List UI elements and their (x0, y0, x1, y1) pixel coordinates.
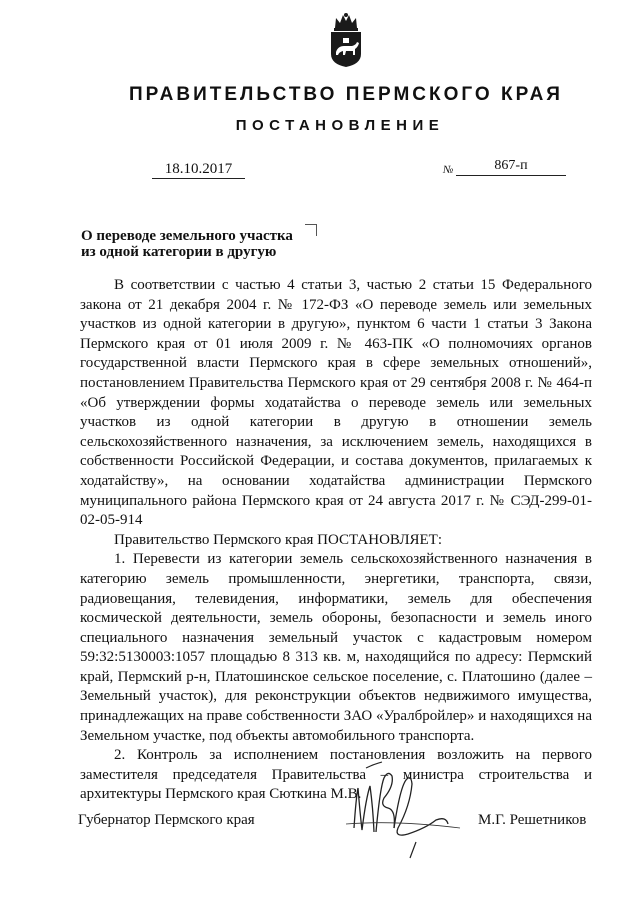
number-sign: № (443, 164, 454, 176)
corner-bracket-mark (305, 224, 317, 236)
handwritten-signature (336, 758, 466, 868)
document-number: 867-п (456, 157, 566, 176)
document-body (80, 276, 592, 805)
subject-line-1: О переводе земельного участка (81, 228, 293, 244)
government-title: ПРАВИТЕЛЬСТВО ПЕРМСКОГО КРАЯ (129, 84, 563, 105)
preamble-paragraph: В соответствии с частью 4 статьи 3, частью 2 статьи 15 Федерального закона от 21 декабря 2004 г. № 172-ФЗ «О переводе земель или земельных участков из одной категории в другую», пунктом 6 части 1 статьи 3 Закона Пермского края от 01 июля 2009 г. № 463-ПК «О полномочиях органов государственной власти Пермского края в сфере земельных отношений», постановлением Правительства Пермского края от 29 сентября 2008 г. № 464-п «Об утверждении формы ходатайства о переводе земель или земельных участков из одной категории в другую в отношении земель сельскохозяйственного назначения, за исключением земель, находящихся в собственности Российской Федерации, и состава документов, прилагаемых к ходатайству», на основании ходатайства администрации Пермского муниципального района Пермского края от 24 августа 2017 г. № СЭД-299-01-02-05-914 (80, 277, 592, 529)
decree-paragraph: Правительство Пермского края ПОСТАНОВЛЯЕТ: (114, 531, 443, 548)
signatory-position: Губернатор Пермского края (78, 812, 255, 828)
document-subject (81, 228, 293, 260)
item-2-paragraph: 2. Контроль за исполнением постановления возложить на первого заместителя председателя Правительства – министра строительства и архитектуры Пермского края Сюткина М.В. (80, 747, 592, 803)
subject-line-2: из одной категории в другую (81, 244, 277, 260)
document-date: 18.10.2017 (152, 160, 245, 179)
document-type: ПОСТАНОВЛЕНИЕ (235, 117, 445, 134)
signatory-name: М.Г. Решетников (478, 812, 587, 828)
item-1-paragraph: 1. Перевести из категории земель сельскохозяйственного назначения в категорию земель промышленности, энергетики, транспорта, связи, радиовещания, телевидения, информатики, земель для обеспечения космической деятельности, земель обороны, безопасности и земель иного специального назначения земельный участок с кадастровым номером 59:32:5130003:1057 площадью 8 313 кв. м, находящийся по адресу: Пермский край, Пермский р-н, Платошинское сельское поселение, с. Платошино (далее – Земельный участок), для реконструкции объектов недвижимого имущества, принадлежащих на праве собственности ЗАО «Уралбройлер» и находящихся на Земельном участке, под объекты автомобильного транспорта. (80, 551, 592, 744)
perm-krai-coat-of-arms-icon (326, 12, 366, 68)
